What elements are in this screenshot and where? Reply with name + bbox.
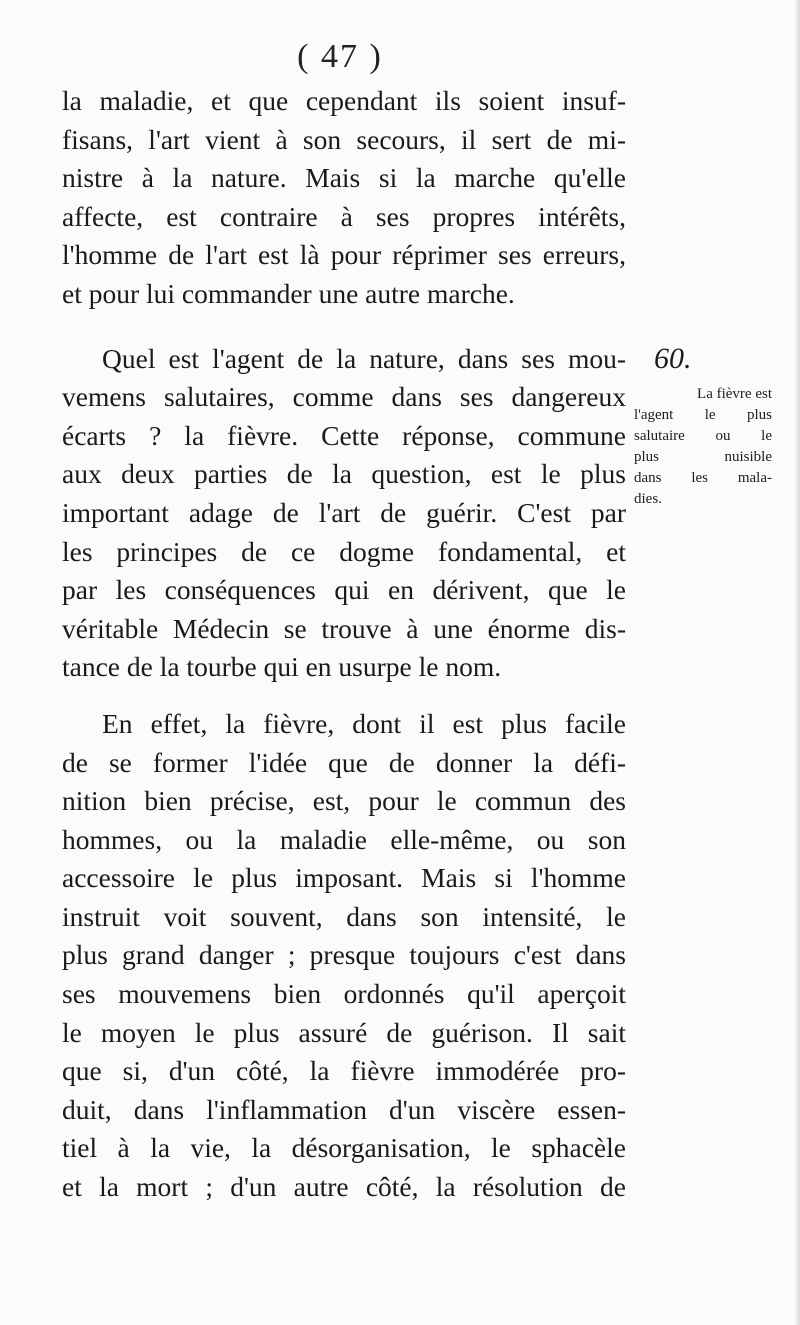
text-line: l'homme de l'art est là pour réprimer ses erreurs, [62, 239, 626, 271]
margin-note-line: dans les mala- [634, 470, 772, 486]
text-line: duit, dans l'inflammation d'un viscère essen- [62, 1093, 626, 1125]
text-line: En effet, la fièvre, dont il est plus facile [102, 707, 626, 739]
text-line: nistre à la nature. Mais si la marche qu'elle [62, 162, 626, 194]
text-line: affecte, est contraire à ses propres intérêts, [62, 200, 626, 232]
text-line: aux deux parties de la question, est le plus [62, 458, 626, 490]
paragraph-1 [62, 82, 626, 314]
main-text-block [62, 82, 626, 1207]
margin-note-line: salutaire ou le [634, 428, 772, 444]
margin-note-number: 60. [654, 342, 692, 375]
text-line: Quel est l'agent de la nature, dans ses mou- [102, 342, 626, 374]
text-line: la maladie, et que cependant ils soient insuf- [62, 85, 626, 116]
page-edge-shadow [794, 0, 800, 1325]
text-line: ses mouvemens bien ordonnés qu'il aperçoit [62, 978, 626, 1010]
text-line: vemens salutaires, comme dans ses dangereux [62, 381, 626, 413]
text-line: hommes, ou la maladie elle-même, ou son [62, 823, 626, 855]
text-line: et la mort ; d'un autre côté, la résolution de [62, 1171, 626, 1203]
text-line: véritable Médecin se trouve à une énorme dis- [62, 612, 626, 644]
text-line: par les conséquences qui en dérivent, que le [62, 574, 626, 606]
text-line: écarts ? la fièvre. Cette réponse, commune [62, 419, 626, 451]
margin-note [634, 342, 772, 510]
text-line: important adage de l'art de guérir. C'est par [62, 496, 626, 528]
margin-note-line: plus nuisible [634, 449, 772, 465]
text-line: les principes de ce dogme fondamental, et [62, 535, 626, 567]
page-number: ( 47 ) [297, 38, 383, 75]
text-line: de se former l'idée que de donner la défi- [62, 746, 626, 778]
margin-note-line: La fièvre est [697, 386, 772, 402]
paragraph-2 [62, 340, 626, 687]
margin-note-line: dies. [634, 491, 662, 507]
text-line: tiel à la vie, la désorganisation, le sphacèle [62, 1132, 626, 1164]
paragraph-3 [62, 705, 626, 1207]
text-line: plus grand danger ; presque toujours c'est dans [62, 939, 626, 971]
text-line: nition bien précise, est, pour le commun des [62, 785, 626, 817]
text-line: et pour lui commander une autre marche. [62, 277, 515, 309]
text-line: accessoire le plus imposant. Mais si l'homme [62, 862, 626, 894]
text-line: le moyen le plus assuré de guérison. Il sait [62, 1016, 626, 1048]
text-line: instruit voit souvent, dans son intensité, le [62, 900, 626, 932]
margin-note-line: l'agent le plus [634, 407, 772, 423]
text-line: fisans, l'art vient à son secours, il sert de mi- [62, 123, 626, 155]
text-line: tance de la tourbe qui en usurpe le nom. [62, 651, 502, 683]
text-line: que si, d'un côté, la fièvre immodérée pro- [62, 1055, 626, 1087]
